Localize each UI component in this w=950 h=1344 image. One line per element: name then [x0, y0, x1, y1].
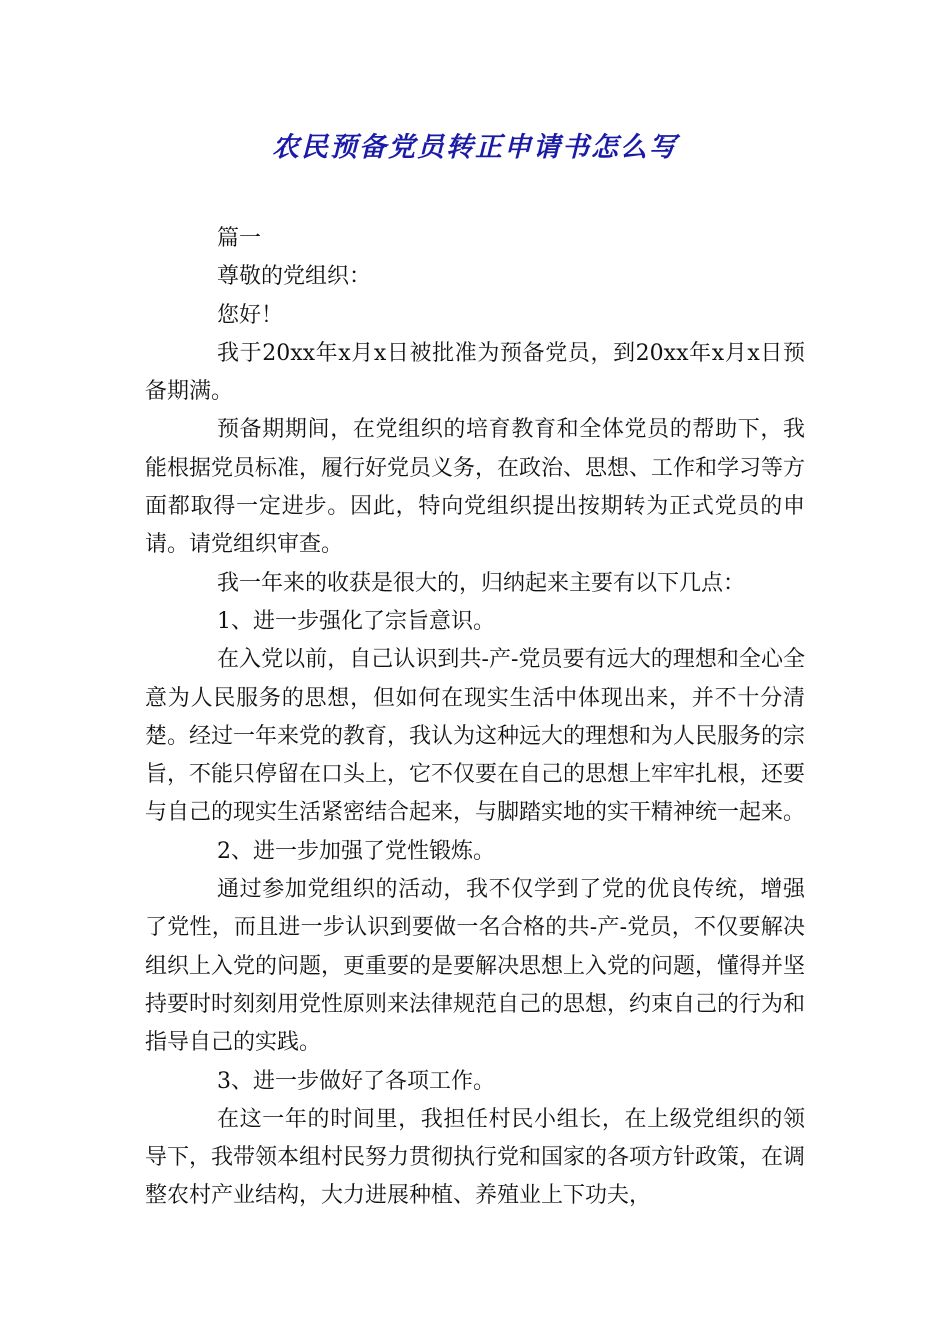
paragraph: 我于20xx年x月x日被批准为预备党员，到20xx年x月x日预备期满。 — [145, 340, 805, 405]
document-title: 农民预备党员转正申请书怎么写 — [272, 132, 678, 163]
paragraph: 2、进一步加强了党性锻炼。 — [217, 838, 495, 864]
paragraph: 3、进一步做好了各项工作。 — [217, 1068, 495, 1094]
paragraph: 您好！ — [217, 302, 284, 328]
paragraph: 篇一 — [217, 226, 262, 251]
paragraph: 尊敬的党组织： — [217, 264, 372, 290]
paragraph: 在这一年的时间里，我担任村民小组长，在上级党组织的领导下，我带领本组村民努力贯彻执行党和国家的各项方针政策，在调整农村产业结构，大力进展种植、养殖业上下功夫， — [145, 1106, 806, 1209]
paragraph: 1、进一步强化了宗旨意识。 — [217, 608, 495, 634]
paragraph: 通过参加党组织的活动，我不仅学到了党的优良传统，增强了党性，而且进一步认识到要做一名合格的共-产-党员，不仅要解决组织上入党的问题，更重要的是要解决思想上入党的问题，懂得并坚持要时时刻刻用党性原则来法律规范自己的思想，约束自己的行为和指导自己的实践。 — [145, 877, 806, 1056]
paragraph: 预备期期间，在党组织的培育教育和全体党员的帮助下，我能根据党员标准，履行好党员义务，在政治、思想、工作和学习等方面都取得一定进步。因此，特向党组织提出按期转为正式党员的申请。请党组织审查。 — [145, 417, 806, 558]
paragraph: 在入党以前，自己认识到共-产-党员要有远大的理想和全心全意为人民服务的思想，但如何在现实生活中体现出来，并不十分清楚。经过一年来党的教育，我认为这种远大的理想和为人民服务的宗旨，不能只停留在口头上，它不仅要在自己的思想上牢牢扎根，还要与自己的现实生活紧密结合起来，与脚踏实地的实干精神统一起来。 — [145, 647, 806, 826]
document-body — [145, 220, 805, 1216]
paragraph: 我一年来的收获是很大的，归纳起来主要有以下几点： — [217, 570, 746, 596]
